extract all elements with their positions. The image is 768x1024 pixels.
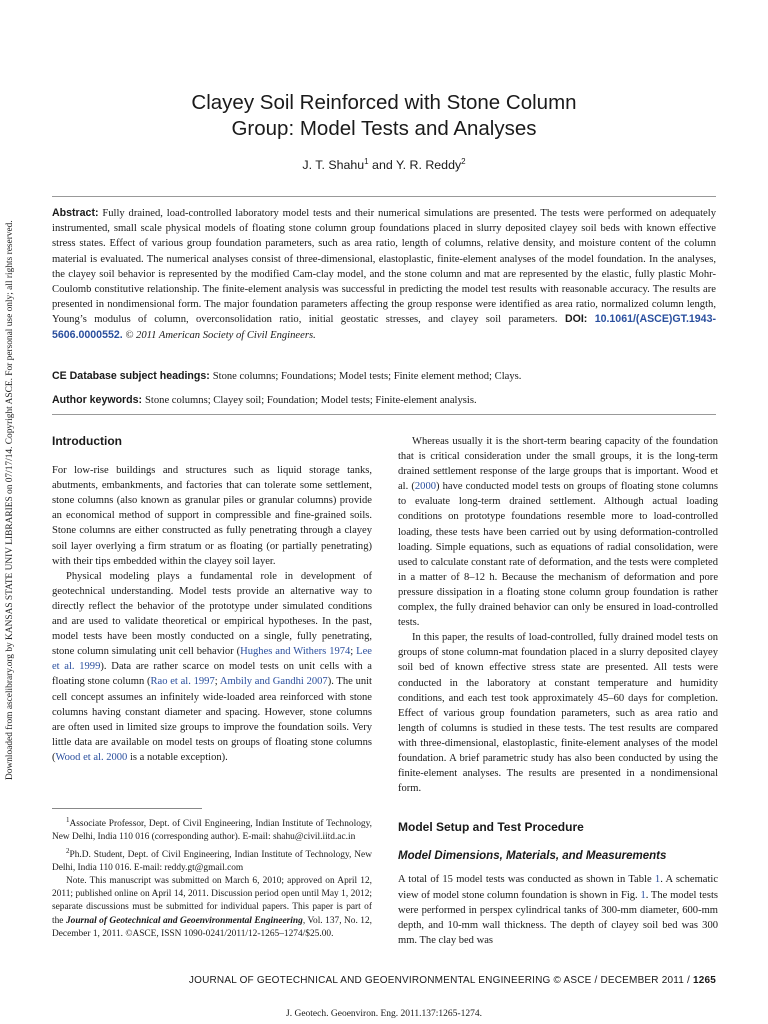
ce-subject-headings [52,370,716,382]
paper-title-line2: Group: Model Tests and Analyses [231,117,537,140]
journal-name: Journal of Geotechnical and Geoenvironmental Engineering [65,915,303,926]
doi-link[interactable]: 10.1061/(ASCE)GT.1943-5606.0000552. [52,313,716,341]
download-notice-text: Downloaded from ascelibrary.org by KANSAS STATE UNIV LIBRARIES on 07/17/14. Copyright ASCE. For personal use only; all rights reserved. [5,220,15,780]
paper-title [80,90,688,142]
intro-paragraph-1: For low-rise buildings and structures such as liquid storage tanks, abutments, embankments, and factories that can tolerate some settlement, stone columns (also known as granular piles or granular columns) provide an economical method of support in compressible and fine-grained soils. Stone columns are either constructed as fully penetrating through a clayey soil layer overlying a firm stratum or as floating (or partially penetrating) with their tips embedded within the clayey soil layer. [52,465,372,567]
figure-ref-link[interactable]: 1 [640,889,646,901]
table-ref-link[interactable]: 1 [654,874,661,886]
author-keywords-label: Author keywords: [52,394,143,406]
model-setup-paragraph: A total of 15 model tests was conducted as shown in Table 1. A schematic view of model stone column foundation is shown in Fig. 1. The model tests were performed in perspex cylindrical tanks of 300-mm diameter, 600-mm depth, and 10-mm wall thickness. The depth of clayey soil bed was 300 mm. The clay bed was [398,874,718,946]
author-keywords [52,394,716,406]
ref-link[interactable]: Wood et al. 2000 [55,751,128,763]
manuscript-note: Note. This manuscript was submitted on March 6, 2010; approved on April 12, 2011; published online on April 14, 2011. Discussion period open until May 1, 2012; separate discussions must be submitted for individual papers. This paper is part of the Journal of Geotechnical and Geoenvironmental Engineering, Vol. 137, No. 12, December 1, 2011. ©ASCE, ISSN 1090-0241/2011/12-1265–1274/$25.00. [52,876,373,939]
intro-paragraph-2: Physical modeling plays a fundamental role in development of geotechnical understanding. Model tests provide an alternative way to directly reflect the behavior of the prototype under simulated conditions and are used to validate theoretical or empirical hypotheses. In the past, model tests have been mostly conducted on a single, fully penetrating, stone column simulating unit cell behavior (Hughes and Withers 1974; Lee et al. 1999). Data are rather scarce on model tests on unit cells with a floating stone column (Rao et al. 1997; Ambily and Gandhi 2007). The unit cell concept assumes an infinitely wide-loaded area reinforced with stone columns having constant diameter and spacing. However, stone columns are often used in limited size groups to improve the foundation soils. Very little data are available on model tests on groups of floating stone columns (Wood et al. 2000 is a notable exception). [52,570,372,763]
right-column [398,434,718,948]
copyright-notice: © 2011 American Society of Civil Engineers. [125,329,316,341]
footnote-1: $^1$Associate Professor, Dept. of Civil Engineering, Indian Institute of Technology, New Delhi, India 110 016 (corresponding author). E-mail: shahu@civil.iitd.ac.in [52,816,372,843]
abstract-bottom-rule [52,414,716,415]
ce-headings-label: CE Database subject headings: [52,370,210,382]
left-column [52,434,372,765]
citation-line: J. Geotech. Geoenviron. Eng. 2011.137:1265-1274. [286,1009,482,1019]
author-conjunction: and [368,158,396,173]
ref-link[interactable]: Ambily and Gandhi 2007 [219,676,328,688]
intro-paragraph-4: In this paper, the results of load-controlled, fully drained model tests on groups of stone column-mat foundation placed in a slurry deposited clayey soil bed of known effective stress state are presented. All tests were conducted in the laboratory at constant temperature and humidity conditions, and each test took approximately 45–60 days for completion. Effect of various group foundation parameters, such as area ratio and length of columns is studied in these tests. The test results are compared with three-dimensional, elastoplastic, finite-element analyses of the model foundation. A brief parametric study has also been conducted by using the finite-element analyses. The results are presented in a nondimensional form. [398,632,718,795]
ref-link[interactable]: Lee et al. 1999 [52,646,372,673]
ref-link[interactable]: Rao et al. 1997 [150,676,215,688]
download-notice [3,200,17,780]
section-heading-introduction: Introduction [52,434,122,448]
footnote-2: $^2$Ph.D. Student, Dept. of Civil Engineering, Indian Institute of Technology, New Delhi, India 110 016. E-mail: reddy.gt@gmail.com [52,846,372,873]
paper-title-line1: Clayey Soil Reinforced with Stone Column [191,91,577,114]
subsection-heading-model-dimensions: Model Dimensions, Materials, and Measurements [398,850,667,863]
page-number: 1265 [692,975,716,986]
abstract-label: Abstract: [52,207,99,219]
author-list [80,157,688,172]
journal-footer [52,975,716,986]
author-1: J. T. Shahu [302,158,365,173]
author-2-affil: 2 [461,157,466,166]
footnote-rule [52,808,202,809]
section-heading-model-setup: Model Setup and Test Procedure [398,820,584,835]
abstract-text: Fully drained, load-controlled laboratory model tests and their numerical simulations are presented. The tests were performed on adequately instrumented, small scale physical models of floating stone column group foundations placed in slurry deposited clayey soil beds with known effective stress states. Effect of various group foundation parameters, such as area ratio, length of columns, relative density, and moisture content of the column material is evaluated. The numerical analyses consist of three-dimensional, elastoplastic, finite-element analyses of the model foundation. In the analyses, the clayey soil behavior is represented by the modified Cam-clay model, and the stone column and mat are represented by the elastic, fully plastic Mohr-Coulomb constitutive relationship. The finite-element analysis was successful in predicting the model test results with reasonable accuracy. The results are presented in nondimensional form. The major foundation parameters affecting the group response were identified as area ratio, normalized column length, Young’s modulus of column, overconsolidation ratio, initial geostatic stresses, and clayey soil parameters. [52,208,716,326]
journal-footer-text: JOURNAL OF GEOTECHNICAL AND GEOENVIRONMENTAL ENGINEERING © ASCE / DECEMBER 2011 / [188,975,693,986]
author-2: Y. R. Reddy [395,158,462,173]
abstract [52,206,716,343]
author-keywords-value: Stone columns; Clayey soil; Foundation; Model tests; Finite-element analysis. [145,395,477,406]
ref-link[interactable]: 2000 [414,481,436,493]
ref-link[interactable]: Hughes and Withers 1974 [240,646,351,658]
ce-headings-value: Stone columns; Foundations; Model tests; Finite element method; Clays. [212,371,522,382]
doi-label: DOI: [564,313,588,326]
footnotes [52,814,372,941]
author-1-affil: 1 [364,157,369,166]
abstract-top-rule [52,196,716,197]
intro-paragraph-3: Whereas usually it is the short-term bearing capacity of the foundation that is critical consideration under the small groups, it is the long-term drained settlement response of the large groups that is important. Wood et al. (2000) have conducted model tests on groups of floating stone columns to evaluate long-term drained settlement. Although actual loading conditions on prototype foundations resemble more to load-controlled loading, these tests have been carried out by using deformation-controlled loading. Simple equations, such as equations of radial consolidation, were used to calculate constant rate of deformation, and the tests were completed in a matter of 8–12 h. Because the mechanism of deformation and pore pressure dissipation in a floating stone column group foundation is rather complex, the fully drained behavior can only be ensured in load-controlled tests. [398,436,718,629]
